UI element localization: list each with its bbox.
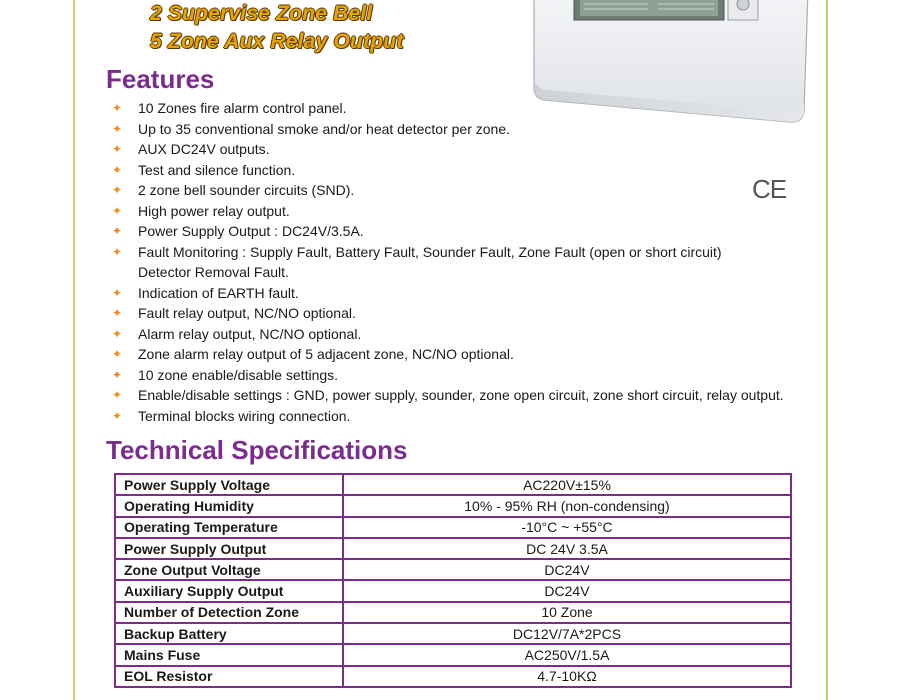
bullet-star-icon: ✦ (112, 183, 123, 197)
feature-text: Fault Monitoring : Supply Fault, Battery Fault, Sounder Fault, Zone Fault (open or short circuit) (138, 243, 722, 260)
ce-mark: CE (752, 174, 787, 204)
feature-item (112, 98, 812, 119)
spec-label: Number of Detection Zone (115, 602, 343, 623)
feature-text: Indication of EARTH fault. (138, 284, 299, 301)
spec-row (115, 474, 791, 495)
spec-label: Operating Temperature (115, 517, 343, 538)
page-border-left (73, 0, 75, 700)
spec-label: Zone Output Voltage (115, 559, 343, 580)
feature-item (112, 324, 812, 345)
spec-value: 4.7-10KΩ (343, 666, 791, 687)
feature-text: 10 Zones fire alarm control panel. (138, 100, 347, 116)
tech-specs-heading: Technical Specifications (106, 435, 408, 465)
spec-label: Auxiliary Supply Output (115, 580, 343, 601)
feature-item (112, 119, 812, 140)
feature-text: Test and silence function. (138, 161, 296, 178)
feature-item (112, 160, 812, 181)
feature-continuation-text: Detector Removal Fault. (138, 264, 289, 280)
spec-value: 10 Zone (343, 602, 791, 623)
spec-value: DC24V (343, 580, 791, 601)
feature-text: Zone alarm relay output of 5 adjacent zone, NC/NO optional. (138, 346, 514, 362)
spec-row (115, 644, 791, 665)
spec-value: DC 24V 3.5A (343, 538, 791, 559)
spec-label: Power Supply Output (115, 538, 343, 559)
feature-text: Up to 35 conventional smoke and/or heat detector per zone. (138, 120, 511, 137)
bullet-star-icon: ✦ (112, 326, 123, 341)
feature-text: Fault relay output, NC/NO optional. (138, 305, 356, 321)
spec-row (115, 580, 791, 601)
feature-text: Power Supply Output : DC24V/3.5A. (138, 223, 364, 239)
spec-value: AC250V/1.5A (343, 644, 791, 665)
headline-line-1: 2 Supervise Zone Bell (150, 2, 373, 25)
spec-table (114, 473, 792, 688)
spec-value: AC220V±15% (343, 474, 791, 495)
features-heading: Features (106, 64, 215, 94)
feature-item (112, 221, 812, 242)
bullet-star-icon: ✦ (112, 224, 123, 238)
spec-row (115, 602, 791, 623)
bullet-star-icon: ✦ (112, 142, 123, 156)
spec-value: DC12V/7A*2PCS (343, 623, 791, 644)
page-border-right (826, 0, 828, 700)
feature-text: Enable/disable settings : GND, power supply, sounder, zone open circuit, zone short circuit, relay output. (138, 387, 784, 403)
spec-row (115, 666, 791, 687)
bullet-star-icon: ✦ (112, 367, 123, 382)
feature-item (112, 180, 812, 201)
spec-label: Operating Humidity (115, 495, 343, 516)
spec-row (115, 495, 791, 516)
spec-row (115, 517, 791, 538)
feature-item (112, 242, 812, 283)
spec-row (115, 538, 791, 559)
feature-text: 2 zone bell sounder circuits (SND). (138, 182, 355, 198)
spec-label: Mains Fuse (115, 644, 343, 665)
feature-item (112, 365, 812, 386)
bullet-star-icon: ✦ (112, 101, 123, 115)
feature-item (112, 201, 812, 222)
headline-line-2: 5 Zone Aux Relay Output (150, 30, 404, 53)
feature-text: AUX DC24V outputs. (138, 141, 270, 157)
feature-text: Terminal blocks wiring connection. (138, 407, 351, 424)
feature-text: 10 zone enable/disable settings. (138, 366, 339, 383)
spec-value: -10°C ~ +55°C (343, 517, 791, 538)
spec-label: Power Supply Voltage (115, 474, 343, 495)
spec-row (115, 559, 791, 580)
spec-value: 10% - 95% RH (non-condensing) (343, 495, 791, 516)
bullet-star-icon: ✦ (112, 162, 123, 177)
spec-label: EOL Resistor (115, 666, 343, 687)
bullet-star-icon: ✦ (112, 388, 123, 402)
bullet-star-icon: ✦ (112, 121, 123, 136)
spec-label: Backup Battery (115, 623, 343, 644)
bullet-star-icon: ✦ (112, 408, 123, 423)
feature-item (112, 283, 812, 304)
feature-item (112, 139, 812, 160)
feature-item (112, 406, 812, 427)
features-list (112, 98, 812, 426)
spec-value: DC24V (343, 559, 791, 580)
bullet-star-icon: ✦ (112, 347, 123, 361)
bullet-star-icon: ✦ (112, 285, 123, 300)
feature-item (112, 344, 812, 365)
bullet-star-icon: ✦ (112, 306, 123, 320)
feature-text: Alarm relay output, NC/NO optional. (138, 325, 362, 342)
feature-item (112, 303, 812, 324)
feature-item (112, 385, 812, 406)
spec-row (115, 623, 791, 644)
bullet-star-icon: ✦ (112, 203, 123, 218)
feature-text: High power relay output. (138, 202, 290, 219)
bullet-star-icon: ✦ (112, 244, 123, 259)
